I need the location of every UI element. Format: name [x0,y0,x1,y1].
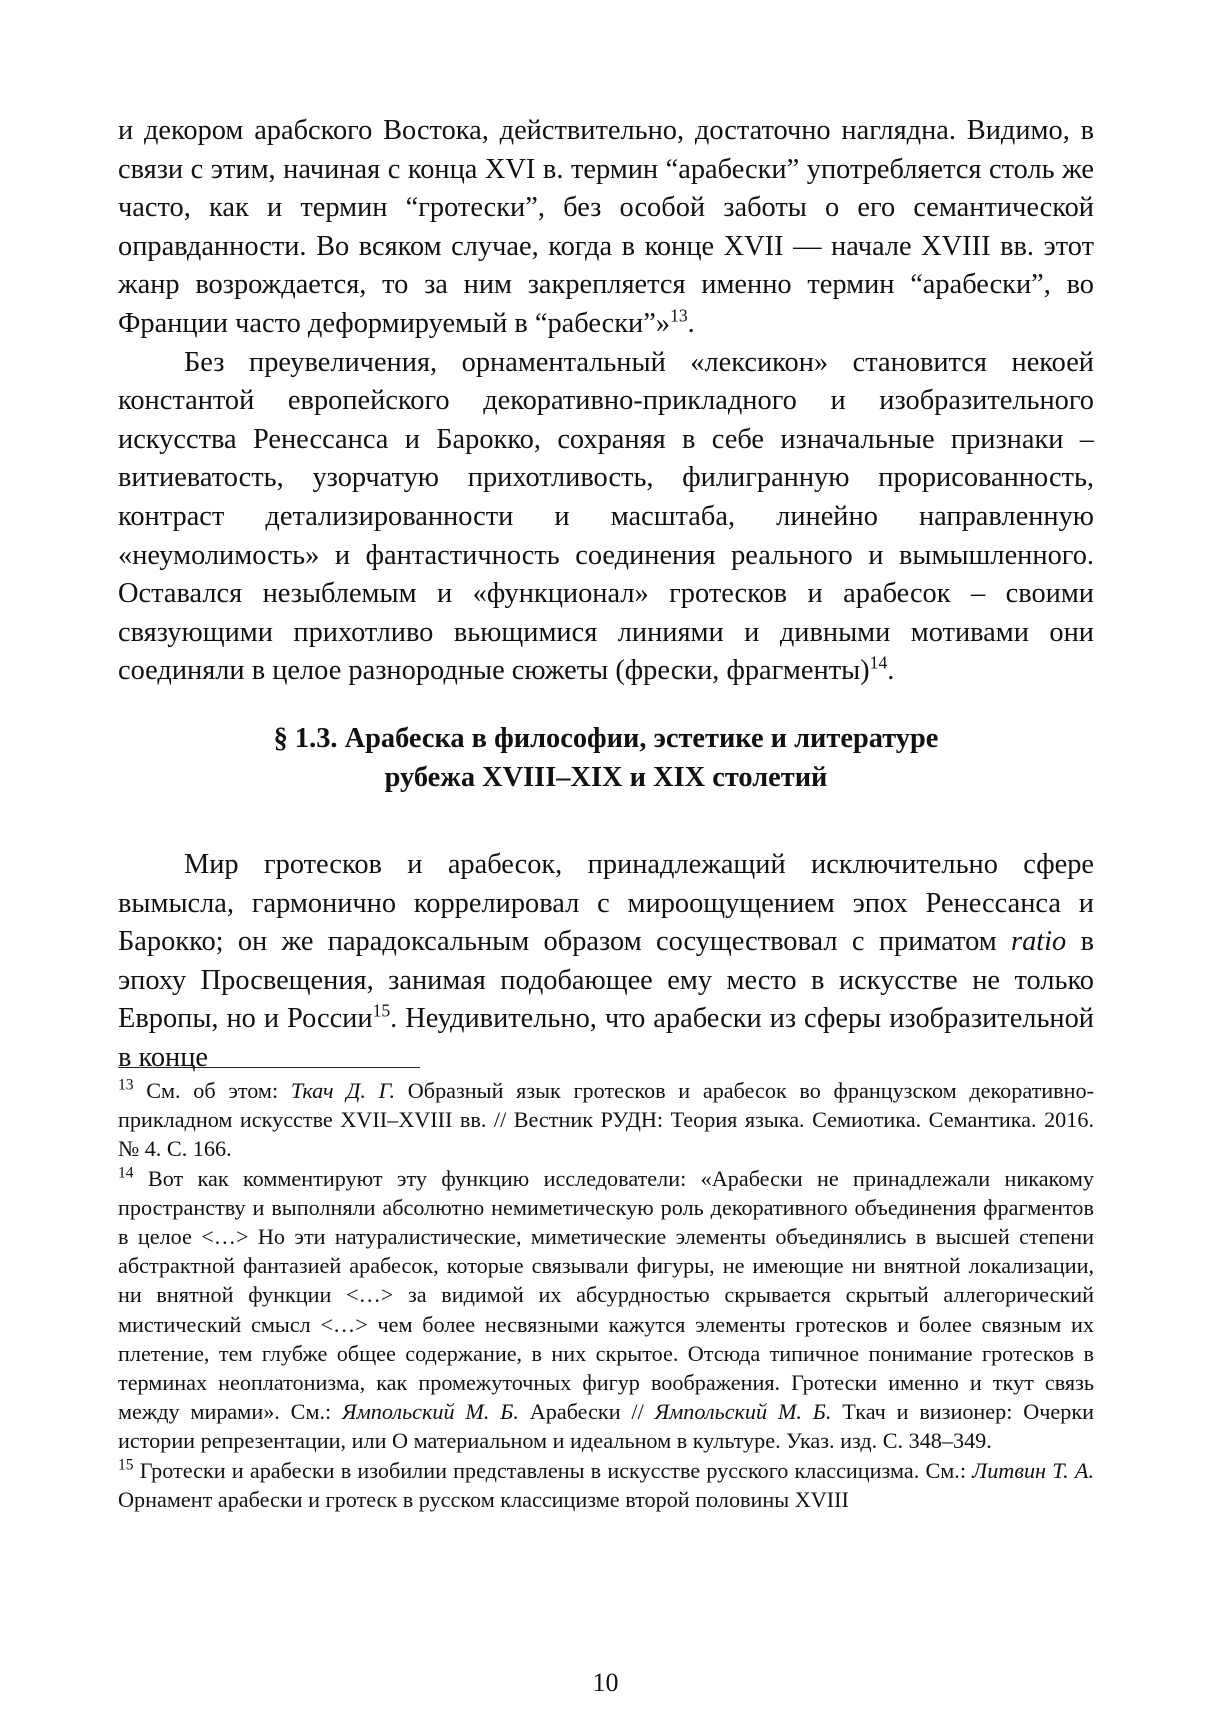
paragraph-1: и декором арабского Востока, действительно, достаточно наглядна. Видимо, в связи с этим, начиная с конца XVI в. термин “арабески” употребляется столь же часто, как и термин “гротески”, без особой заботы о его семантической оправданности. Во всяком случае, когда в конце XVII — начале XVIII вв. этот жанр возрождается, то за ним закрепляется именно термин “арабески”, во Франции часто деформируемый в “рабески”»$^{13}$. [118,115,1094,339]
footnote-ref-15: 15 [372,1000,391,1021]
footnote-ref-14: 14 [869,652,888,673]
section-body [118,846,1094,1078]
paragraph-2: Без преувеличения, орнаментальный «лексикон» становится некоей константой европейского декоративно-прикладного и изобразительного искусства Ренессанса и Барокко, сохраняя в себе изначальные признаки – витиеватость, узорчатую прихотливость, филигранную прорисованность, контраст детализированности и масштаба, линейно направленную «неумолимость» и фантастичность соединения реального и вымышленного. Оставался незыблемым и «функционал» гротесков и арабесок – своими связующими прихотливо вьющимися линиями и дивными мотивами они соединяли в целое разнородные сюжеты (фрески, фрагменты)$^{14}$. [118,346,1094,687]
paragraph-3: Мир гротесков и арабесок, принадлежащий исключительно сфере вымысла, гармонично коррелировал с мироощущением эпох Ренессанса и Барокко; он же парадоксальным образом сосуществовал с приматом ratio в эпоху Просвещения, занимая подобающее ему место в искусстве не только Европы, но и России$^{15}$. Неудивительно, что арабески из сферы изобразительной в конце [118,849,1094,1073]
ratio-term: ratio [1011,926,1067,958]
footnote-13: $^{13}$ См. об этом: Ткач Д. Г. Образный язык гротесков и арабесок во французском декоративно-прикладном искусстве XVII–XVIII вв. // Вестник РУДН: Теория языка. Семиотика. Семантика. 2016. № 4. С. 166. [118,1076,1094,1162]
main-text-block [118,112,1094,691]
section-heading [118,720,1094,797]
footnote-separator [118,1067,420,1068]
footnotes [118,1076,1094,1514]
footnote-15: $^{15}$ Гротески и арабески в изобилии представлены в искусстве русского классицизма. См.: Литвин Т. А. Орнамент арабески и гротеск в русском классицизме второй половины XVIII [118,1456,1094,1512]
footnote-14: $^{14}$ Вот как комментируют эту функцию исследователи: «Арабески не принадлежали никакому пространству и выполняли абсолютно немиметическую роль декоративного объединения фрагментов в целое <…> Но эти натуралистические, миметические элементы объединялись в высшей степени абстрактной фантазией арабесок, которые связывали фигуры, не имеющие ни внятной локализации, ни внятной функции <…> за видимой их абсурдностью скрывается скрытый аллегорический мистический смысл <…> чем более несвязными кажутся элементы гротесков и более связным их плетение, тем глубже общее содержание, в них скрытое. Отсюда типичное понимание гротесков в терминах неоплатонизма, как промежуточных фигур воображения. Гротески именно и ткут связь между мирами». См.: Ямпольский М. Б. Арабески // Ямпольский М. Б. Ткач и визионер: Очерки истории репрезентации, или О материальном и идеальном в культуре. Указ. изд. С. 348–349. [118,1164,1094,1454]
footnote-ref-13: 13 [670,305,688,326]
page-number: 10 [592,1668,619,1697]
section-heading-line-1: § 1.3. Арабеска в философии, эстетике и литературе [273,723,939,754]
section-heading-line-2: рубежа XVIII–XIX и XIX столетий [384,761,828,793]
